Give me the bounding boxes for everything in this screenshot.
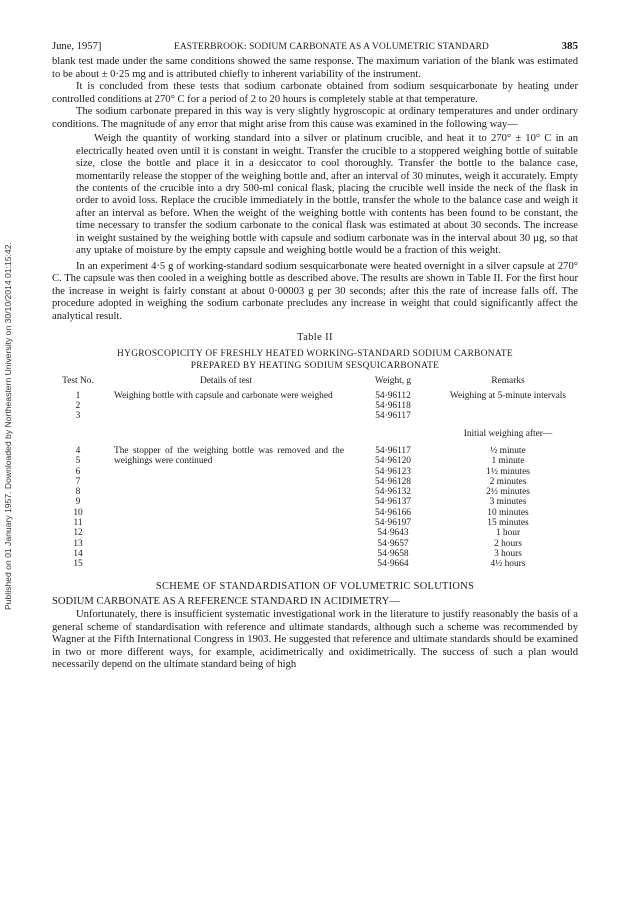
table-header-row: [52, 376, 578, 390]
paragraph: Unfortunately, there is insufficient systematic investigational work in the literature to justify reasonably the basis of a general scheme of standardisation with reference and ultimate standards, although such a scheme was recommended by Wagner at the Fifth International Congress in 1903. He suggested that reference and ultimate standards should be examined in two or more different ways, for example, acidimetrically and oxidimetrically. The success of such a plan would necessarily depend on the ultimate standard being of high: [52, 609, 578, 671]
weight-value: 54·96118: [375, 401, 411, 412]
test-number: 11: [73, 517, 83, 528]
paragraph: blank test made under the same conditions showed the same response. The maximum variation of the blank was estimated to be about ± 0·25 mg and is attributed chiefly to inherent variability of the instrument.: [52, 56, 578, 80]
test-number: 8: [75, 487, 81, 498]
test-number: 1: [75, 390, 81, 401]
remark: 3 minutes: [489, 497, 527, 508]
weight-value: 54·96117: [375, 445, 411, 456]
remark: 15 minutes: [487, 517, 529, 528]
test-number: 13: [73, 538, 83, 549]
table-title: [52, 348, 578, 372]
weight-value: 54·96137: [375, 497, 411, 508]
remark: 2 minutes: [489, 476, 527, 487]
table-title-line: PREPARED BY HEATING SODIUM SESQUICARBONATE: [190, 361, 440, 372]
remark: 10 minutes: [487, 507, 529, 518]
remark: 1 hour: [495, 528, 521, 539]
download-watermark: [3, 130, 17, 610]
data-table: [52, 376, 578, 569]
table-row: [52, 528, 578, 538]
test-number: 10: [73, 507, 83, 518]
weight-value: 54·96123: [375, 466, 411, 477]
table-row: [52, 446, 578, 456]
table-row: [52, 497, 578, 507]
test-number: 7: [75, 476, 81, 487]
remark: 2 hours: [494, 538, 522, 549]
test-number: 6: [75, 466, 81, 477]
test-number: 2: [75, 401, 81, 412]
running-header: [52, 40, 578, 53]
weight-value: 54·9664: [377, 559, 409, 570]
table-title-line: HYGROSCOPICITY OF FRESHLY HEATED WORKING-STANDARD SODIUM CARBONATE: [117, 349, 513, 360]
weight-value: 54·9657: [377, 538, 409, 549]
section-heading: SCHEME OF STANDARDISATION OF VOLUMETRIC SOLUTIONS: [155, 581, 475, 593]
column-header: Details of test: [199, 376, 253, 387]
table-row: [52, 487, 578, 497]
header-date: June, 1957]: [52, 41, 102, 52]
weight-value: 54·9643: [377, 528, 409, 539]
weight-value: 54·9658: [377, 548, 409, 559]
weight-value: 54·96197: [375, 517, 411, 528]
table-caption: Table II: [297, 331, 333, 343]
test-details: [104, 391, 348, 422]
column-header: Weight, g: [374, 376, 412, 387]
watermark-text: Published on 01 January 1957. Downloaded by Northeastern University on 30/10/2014 01:15:42.: [3, 242, 13, 610]
test-number: 14: [73, 548, 83, 559]
table-row: [52, 477, 578, 487]
column-header: Test No.: [62, 376, 94, 387]
test-number: 15: [73, 559, 83, 570]
remark: 1 minute: [491, 456, 525, 467]
weight-value: 54·96166: [375, 507, 411, 518]
table-row: [52, 549, 578, 559]
paragraph: The sodium carbonate prepared in this way is very slightly hygroscopic at ordinary temperatures and under ordinary conditions. The magnitude of any error that might arise from this cause was examined in the following way—: [52, 106, 578, 130]
test-number: 12: [73, 528, 83, 539]
remark: ½ minute: [490, 445, 526, 456]
table-remark-heading-row: [52, 429, 578, 439]
remark: 1½ minutes: [486, 466, 530, 477]
paragraph: In an experiment 4·5 g of working-standard sodium sesquicarbonate were heated overnight in a silver capsule at 270° C. The capsule was then cooled in a weighing bottle as described above. The results are shown in Table II. For the first hour the increase in weight is fairly constant at about 0·00003 g per 30 seconds; after this the rate of increase falls off. The procedure adopted in weighing the sodium carbonate precludes any increase in weight that could significantly affect the analytical result.: [52, 260, 578, 322]
details-text: Weighing bottle with capsule and carbonate were weighed: [114, 390, 333, 401]
remark: 4½ hours: [490, 559, 526, 570]
remark: 2½ minutes: [486, 487, 530, 498]
test-number: 5: [75, 456, 81, 467]
header-title: EASTERBROOK: SODIUM CARBONATE AS A VOLUMETRIC STANDARD: [173, 42, 489, 52]
remark: 3 hours: [494, 548, 522, 559]
test-number: 3: [75, 411, 81, 422]
weight-value: 54·96120: [375, 456, 411, 467]
procedure-text: Weigh the quantity of working standard into a silver or platinum crucible, and heat it to 270° ± 10° C in an electrically heated oven until it is constant in weight. Transfer the crucible to a stoppered weighing bottle of suitable size, close the bottle and place it in a desiccator to cool thoroughly. Transfer the bottle to the balance case, momentarily release the stopper of the weighing bottle and, after an interval of 30 minutes, weigh it accurately. Empty the contents of the crucible into a dry 500-ml conical flask, placing the crucible well inside the neck of the flask in order to avoid loss. Replace the crucible immediately in the bottle, transfer the whole to the balance case and weigh it after an interval as before. When the weight of the weighing bottle with contents has been found to be constant, the time necessary to transfer the sodium carbonate to the conical flask was estimated at about 30 seconds. The increase in weight sustained by the weighing bottle with capsule and sodium carbonate was in the interval about 30 µg, so that any uptake of moisture by the empty capsule and weighing bottle would be a fraction of this weight.: [76, 133, 578, 257]
remark: Weighing at 5-minute intervals: [449, 390, 567, 401]
table-row: [52, 559, 578, 569]
details-text: The stopper of the weighing bottle was removed and the weighings were continued: [114, 445, 344, 467]
table-row: [52, 508, 578, 518]
test-details: [104, 446, 348, 477]
table-row: [52, 391, 578, 401]
test-number: 4: [75, 445, 81, 456]
column-header: Remarks: [491, 376, 525, 387]
page-number: 385: [561, 40, 578, 52]
weight-value: 54·96132: [375, 487, 411, 498]
paper-page: [52, 40, 578, 672]
procedure-block: [76, 133, 578, 258]
weight-value: 54·96112: [375, 390, 411, 401]
table-row: [52, 518, 578, 528]
remark-heading: Initial weighing after—: [463, 428, 553, 439]
test-number: 9: [75, 497, 81, 508]
weight-value: 54·96117: [375, 411, 411, 422]
table-row: [52, 539, 578, 549]
weight-value: 54·96128: [375, 476, 411, 487]
section-subheading: SODIUM CARBONATE AS A REFERENCE STANDARD IN ACIDIMETRY—: [52, 595, 400, 607]
paragraph: It is concluded from these tests that sodium carbonate obtained from sodium sesquicarbonate by heating under controlled conditions at 270° C for a period of 2 to 20 hours is completely stable at that temperature.: [52, 81, 578, 105]
